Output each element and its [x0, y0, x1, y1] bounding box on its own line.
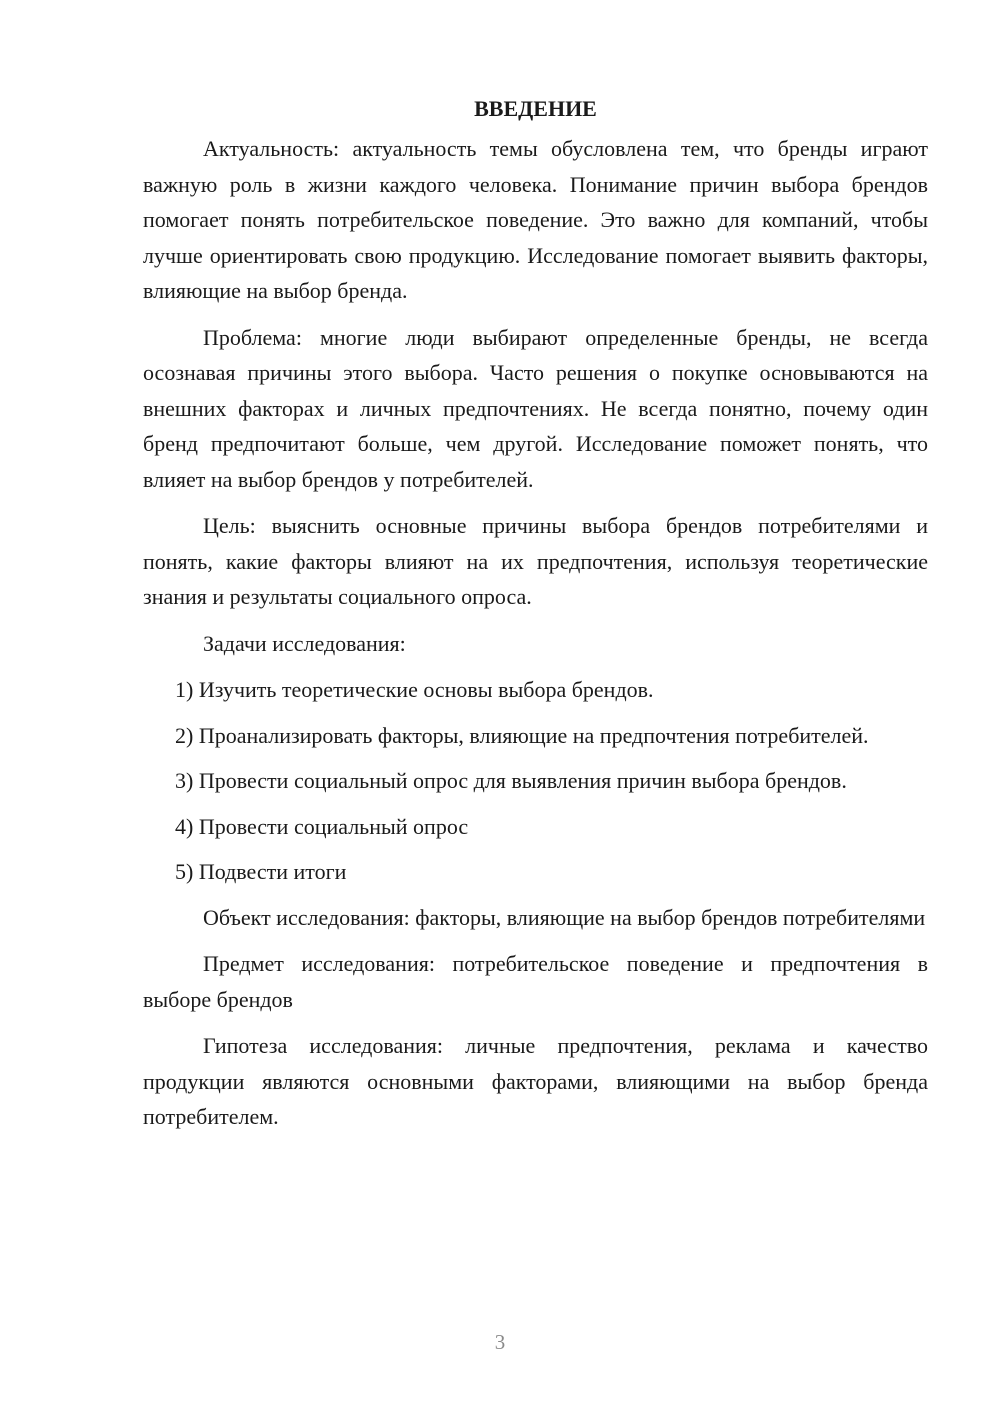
task-item: 4) Провести социальный опрос — [175, 813, 469, 839]
paragraph-relevance: Актуальность: актуальность темы обусловлена тем, что бренды играют важную роль в жизни каждого человека. Понимание причин выбора брендов помогает понять потребительское поведение. Это важно для компаний, чтобы лучше ориентировать свою продукцию. Исследование помогает выявить факторы, влияющие на выбор бренда. — [143, 136, 928, 303]
section-title: ВВЕДЕНИЕ — [474, 96, 597, 121]
paragraph-subject: Предмет исследования: потребительское поведение и предпочтения в выборе брендов — [143, 951, 928, 1012]
page-content — [143, 92, 928, 1135]
task-item: 1) Изучить теоретические основы выбора брендов. — [175, 677, 654, 702]
task-item: 5) Подвести итоги — [175, 859, 347, 884]
task-item: 2) Проанализировать факторы, влияющие на предпочтения потребителей. — [175, 722, 869, 748]
page-number: 3 — [494, 1330, 506, 1354]
task-item: 3) Провести социальный опрос для выявления причин выбора брендов. — [175, 768, 847, 793]
paragraph-goal: Цель: выяснить основные причины выбора брендов потребителями и понять, какие факторы влияют на их предпочтения, используя теоретические знания и результаты социального опроса. — [143, 513, 928, 609]
paragraph-problem: Проблема: многие люди выбирают определенные бренды, не всегда осознавая причины этого выбора. Часто решения о покупке основываются на внешних факторах и личных предпочтениях. Не всегда понятно, почему один бренд предпочитают больше, чем другой. Исследование поможет понять, что влияет на выбор брендов у потребителей. — [143, 324, 928, 492]
paragraph-hypothesis: Гипотеза исследования: личные предпочтения, реклама и качество продукции являются основными факторами, влияющими на выбор бренда потребителем. — [143, 1033, 928, 1129]
paragraph-tasks-heading: Задачи исследования: — [203, 630, 406, 656]
paragraph-object: Объект исследования: факторы, влияющие на выбор брендов потребителями — [203, 904, 926, 930]
